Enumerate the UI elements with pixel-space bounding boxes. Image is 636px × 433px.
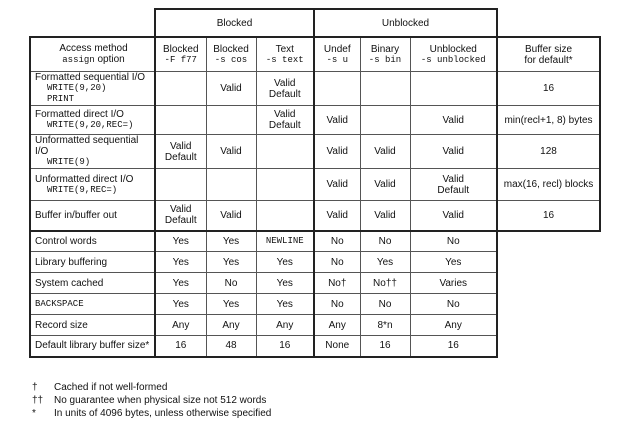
- table-cell: Valid: [410, 106, 497, 135]
- column-header-line1: Blocked: [213, 43, 249, 55]
- row-code-example: WRITE(9,20,REC=): [47, 120, 134, 130]
- table-cell: Yes: [360, 252, 410, 273]
- property-row: [30, 315, 600, 336]
- access-method-rows: [30, 72, 600, 231]
- empty-spacer-cell: [497, 231, 600, 252]
- property-row: [30, 231, 600, 252]
- table-cell: [256, 135, 314, 169]
- table-cell: Any: [410, 315, 497, 336]
- column-header-row: [30, 37, 600, 72]
- column-header-line2: -s unblocked: [420, 54, 486, 65]
- footnote-text: No guarantee when physical size not 512 words: [54, 395, 267, 406]
- table-cell: Yes: [206, 252, 256, 273]
- column-header-access-method: [30, 37, 155, 72]
- column-header-line1: Access method: [59, 43, 128, 54]
- row-label: Unformatted direct I/O: [35, 173, 134, 185]
- row-label-cell: [30, 231, 155, 252]
- footnote-symbol: ††: [32, 395, 44, 406]
- group-header-spacer-right: [497, 9, 600, 37]
- row-label: Buffer in/buffer out: [35, 209, 117, 221]
- table-cell: No: [360, 294, 410, 315]
- table-cell: No: [360, 231, 410, 252]
- table-cell: [155, 72, 206, 106]
- row-label-cell: [30, 201, 155, 231]
- footnote-symbol: *: [32, 408, 36, 419]
- table-cell: Valid: [314, 169, 360, 201]
- row-label-cell: [30, 169, 155, 201]
- column-header-buffer-size: [497, 37, 600, 72]
- table-cell: 8*n: [360, 315, 410, 336]
- row-code-example: WRITE(9,20): [47, 83, 107, 93]
- table-cell: 48: [206, 336, 256, 357]
- column-header-line2: -s text: [265, 54, 304, 65]
- table-cell: max(16, recl) blocks: [497, 169, 600, 201]
- table-cell: 16: [155, 336, 206, 357]
- table-cell: Any: [256, 315, 314, 336]
- table-cell: [206, 169, 256, 201]
- row-label-cell: [30, 252, 155, 273]
- column-header-line1: Buffer size: [524, 43, 573, 55]
- table-cell: [206, 106, 256, 135]
- assign-options-table: [29, 8, 601, 358]
- row-label-cell: [30, 135, 155, 169]
- property-row: [30, 294, 600, 315]
- table-cell: Any: [206, 315, 256, 336]
- table-cell: Yes: [155, 231, 206, 252]
- footnote: [32, 394, 271, 407]
- table-cell: Any: [314, 315, 360, 336]
- table-cell: No†: [314, 273, 360, 294]
- row-label: Default library buffer size*: [35, 340, 150, 352]
- column-header-text: [256, 37, 314, 72]
- table-cell: Varies: [410, 273, 497, 294]
- table-cell: Valid: [360, 169, 410, 201]
- table-cell: No: [314, 252, 360, 273]
- row-label-cell: [30, 106, 155, 135]
- column-header-line2: [35, 54, 152, 66]
- table-cell: Valid: [314, 135, 360, 169]
- table-cell: NEWLINE: [256, 231, 314, 252]
- assign-options-table-wrapper: [29, 8, 601, 358]
- table-cell: Yes: [256, 294, 314, 315]
- row-label: Formatted sequential I/O: [35, 72, 146, 83]
- row-code-example: PRINT: [47, 94, 75, 104]
- empty-spacer-cell: [497, 252, 600, 273]
- empty-spacer-cell: [497, 294, 600, 315]
- table-cell: [155, 106, 206, 135]
- table-cell: No: [410, 294, 497, 315]
- table-cell: Valid Default: [410, 169, 497, 201]
- row-label-cell: [30, 273, 155, 294]
- table-cell: 128: [497, 135, 600, 169]
- property-rows: [30, 231, 600, 357]
- table-cell: No: [314, 231, 360, 252]
- row-label: BACKSPACE: [35, 299, 84, 309]
- property-row: [30, 273, 600, 294]
- row-label: System cached: [35, 277, 104, 289]
- table-cell: Yes: [256, 252, 314, 273]
- table-cell: 16: [360, 336, 410, 357]
- table-cell: [155, 169, 206, 201]
- access-method-row: [30, 169, 600, 201]
- column-header-line1: Blocked: [162, 43, 199, 55]
- table-cell: [314, 72, 360, 106]
- column-header-undef: [314, 37, 360, 72]
- column-header-line1: Text: [275, 43, 294, 55]
- table-cell: Valid: [206, 72, 256, 106]
- column-header-line2: -s bin: [368, 54, 402, 65]
- access-method-row: [30, 72, 600, 106]
- table-cell: [360, 72, 410, 106]
- table-cell: Valid: [410, 135, 497, 169]
- table-cell: Valid Default: [155, 135, 206, 169]
- column-header-line2: -F f77: [164, 54, 197, 65]
- table-cell: No: [206, 273, 256, 294]
- row-label-cell: [30, 336, 155, 357]
- table-cell: Any: [155, 315, 206, 336]
- footnote-text: In units of 4096 bytes, unless otherwise specified: [54, 408, 272, 419]
- row-label: Record size: [35, 319, 88, 331]
- group-header-row: [30, 9, 600, 37]
- empty-spacer-cell: [497, 315, 600, 336]
- table-cell: 16: [410, 336, 497, 357]
- column-header-line1: Binary: [370, 43, 400, 55]
- access-method-row: [30, 106, 600, 135]
- column-header-blocked-f77: [155, 37, 206, 72]
- assign-keyword: assign: [62, 55, 95, 65]
- table-cell: Yes: [155, 273, 206, 294]
- table-cell: min(recl+1, 8) bytes: [497, 106, 600, 135]
- table-cell: Valid: [314, 201, 360, 231]
- table-cell: Yes: [410, 252, 497, 273]
- assign-tail: option: [94, 54, 125, 65]
- row-label-cell: [30, 294, 155, 315]
- footnotes: [32, 381, 271, 420]
- table-cell: [256, 201, 314, 231]
- column-header-unblocked: [410, 37, 497, 72]
- table-cell: Yes: [155, 294, 206, 315]
- row-label: Library buffering: [35, 256, 108, 268]
- footnote-symbol: †: [32, 382, 38, 393]
- group-unblocked-header: Unblocked: [314, 9, 497, 37]
- empty-spacer-cell: [497, 273, 600, 294]
- table-cell: Valid: [360, 135, 410, 169]
- column-header-line2: -s cos: [214, 54, 248, 65]
- column-header-line1: Unblocked: [429, 43, 477, 55]
- table-cell: 16: [497, 201, 600, 231]
- table-cell: [360, 106, 410, 135]
- property-row: [30, 336, 600, 357]
- property-row: [30, 252, 600, 273]
- table-cell: Valid: [314, 106, 360, 135]
- table-cell: None: [314, 336, 360, 357]
- table-cell: 16: [497, 72, 600, 106]
- table-cell: No: [410, 231, 497, 252]
- table-cell: [256, 169, 314, 201]
- row-label-cell: [30, 72, 155, 106]
- footnote: [32, 407, 271, 420]
- table-cell: Yes: [256, 273, 314, 294]
- table-cell: No††: [360, 273, 410, 294]
- row-label: Unformatted sequential I/O: [35, 135, 139, 157]
- table-cell: Valid Default: [256, 72, 314, 106]
- access-method-row: [30, 201, 600, 231]
- table-cell: 16: [256, 336, 314, 357]
- footnote-text: Cached if not well-formed: [54, 382, 168, 393]
- table-cell: Valid Default: [256, 106, 314, 135]
- empty-spacer-cell: [497, 336, 600, 357]
- row-code-example: WRITE(9,REC=): [47, 184, 118, 195]
- row-label-cell: [30, 315, 155, 336]
- column-header-line2: -s u: [326, 54, 349, 65]
- row-code-example: WRITE(9): [47, 157, 91, 167]
- row-label: Control words: [35, 235, 97, 247]
- table-cell: Valid: [206, 135, 256, 169]
- table-cell: [410, 72, 497, 106]
- access-method-row: [30, 135, 600, 169]
- table-cell: Valid: [410, 201, 497, 231]
- column-header-binary: [360, 37, 410, 72]
- footnote: [32, 381, 271, 394]
- group-blocked-header: Blocked: [155, 9, 314, 37]
- column-header-line1: Undef: [323, 43, 351, 55]
- table-cell: Valid Default: [155, 201, 206, 231]
- group-header-spacer: [30, 9, 155, 37]
- row-label: Formatted direct I/O: [35, 109, 124, 120]
- table-cell: Yes: [206, 294, 256, 315]
- column-header-blocked-cos: [206, 37, 256, 72]
- table-cell: Yes: [155, 252, 206, 273]
- table-cell: Valid: [206, 201, 256, 231]
- table-cell: Valid: [360, 201, 410, 231]
- column-header-line2: for default*: [524, 54, 573, 66]
- table-cell: Yes: [206, 231, 256, 252]
- table-cell: No: [314, 294, 360, 315]
